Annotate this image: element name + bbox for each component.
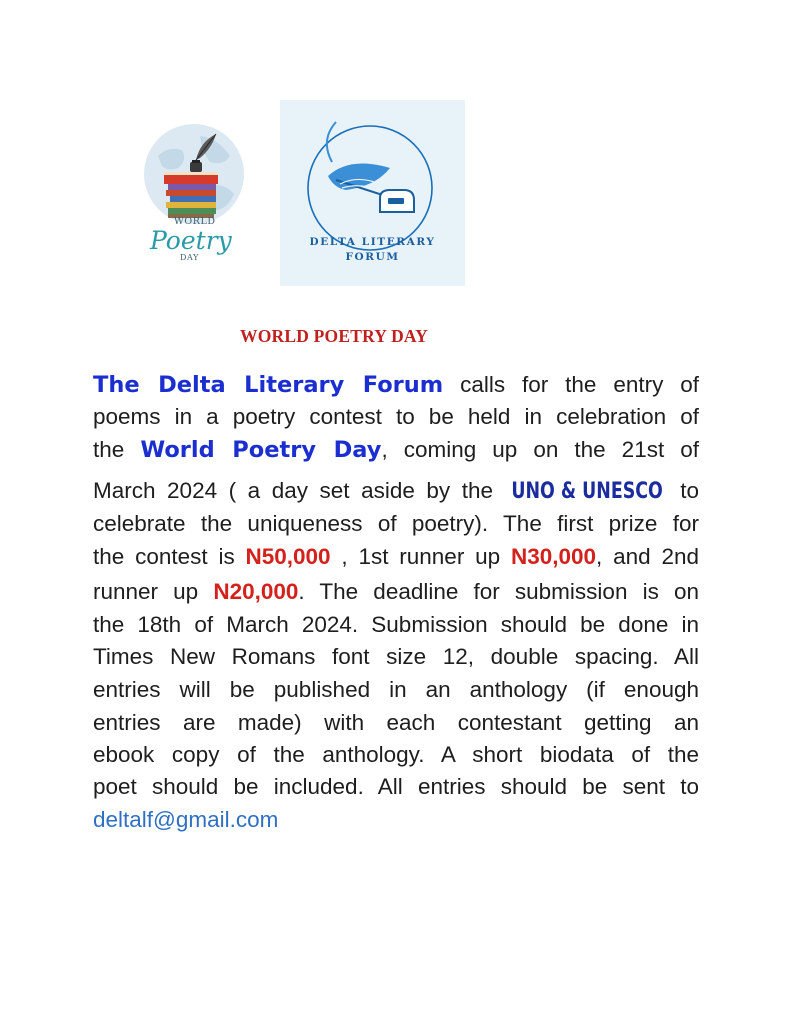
body-line-2: poems in a poetry contest to be held in celebration of: [93, 404, 699, 429]
body-line-8: the 18th of March 2024. Submission should be done in: [93, 612, 699, 637]
wpd-poetry-text: Poetry: [150, 226, 232, 255]
second-prize: N30,000: [510, 544, 597, 569]
body-line-11: entries are made) with each contestant getting an: [93, 710, 699, 735]
body-line-6: [93, 546, 699, 569]
body-text: the contest is: [93, 544, 246, 569]
world-poetry-day-logo: [138, 116, 246, 266]
body-line-4: [93, 480, 699, 503]
wpd-world-text: WORLD: [174, 216, 216, 227]
body-text: , 1st runner up: [330, 544, 511, 569]
body-text: the: [93, 437, 141, 462]
email-link[interactable]: deltalf@gmail.com: [93, 807, 279, 832]
quill-feather-icon: [327, 122, 392, 198]
body-line-1: [93, 374, 699, 397]
body-line-10: entries will be published in an anthology (if enough: [93, 677, 699, 702]
body-line-13: poet should be included. All entries should be sent to: [93, 774, 699, 799]
dlf-name-line2: FORUM: [345, 251, 400, 263]
body-line-14: [93, 809, 699, 832]
inkwell-icon: [380, 190, 414, 212]
body-text: . The deadline for submission is on: [298, 579, 699, 604]
third-prize: N20,000: [213, 579, 299, 604]
delta-literary-forum-logo: [280, 100, 465, 286]
first-prize: N50,000: [245, 544, 331, 569]
body-line-7: [93, 581, 699, 604]
org-name: The Delta Literary Forum: [93, 372, 444, 398]
body-text: , coming up on the 21st of: [381, 437, 699, 462]
body-text: calls for the entry of: [443, 372, 699, 397]
page-title: WORLD POETRY DAY: [240, 326, 428, 346]
body-line-9: Times New Romans font size 12, double spacing. All: [93, 644, 699, 669]
uno-unesco: UNO & UNESCO: [510, 478, 663, 504]
stacked-books-icon: [164, 172, 218, 218]
wpd-day-text: DAY: [180, 253, 199, 262]
body-text: March 2024 ( a day set aside by the: [93, 478, 505, 503]
event-name: World Poetry Day: [140, 437, 382, 463]
body-line-12: ebook copy of the anthology. A short biodata of the: [93, 742, 699, 767]
dlf-name-line1: DELTA LITERARY: [309, 236, 436, 248]
body-line-5: celebrate the uniqueness of poetry). The first prize for: [93, 511, 699, 536]
body-text: runner up: [93, 579, 214, 604]
body-text: to: [668, 478, 699, 503]
body-line-3: [93, 439, 699, 462]
body-text: , and 2nd: [596, 544, 699, 569]
